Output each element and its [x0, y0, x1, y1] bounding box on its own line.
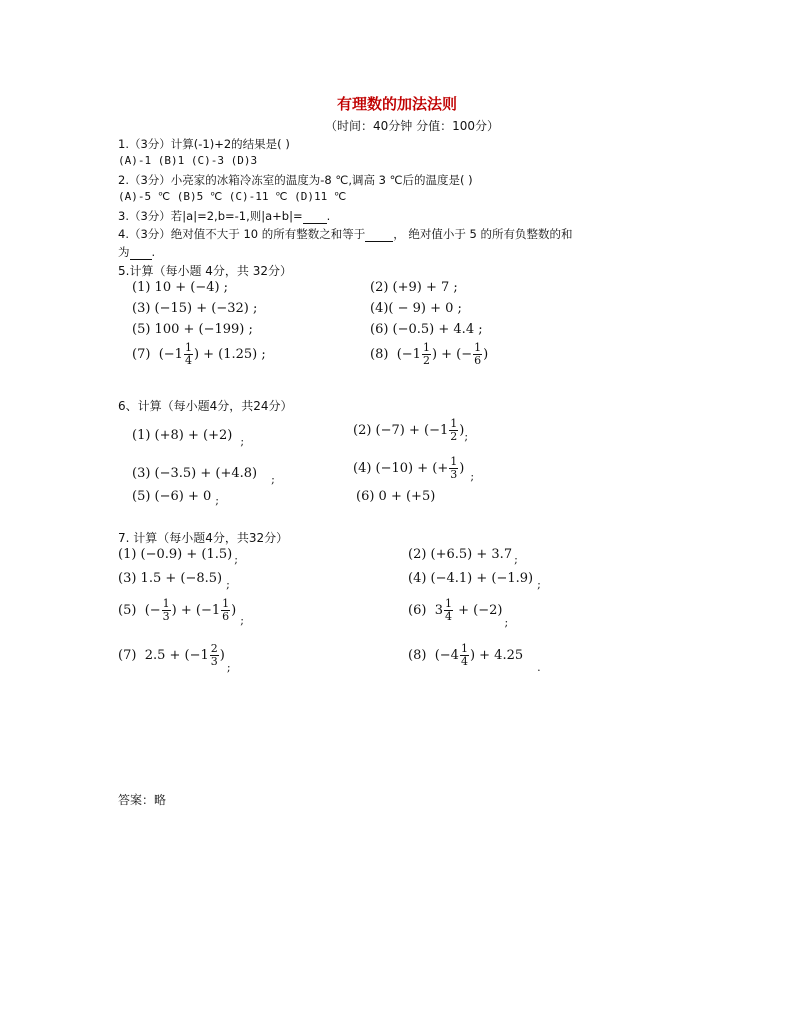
question-5-item-5: (5) 100 + (−199) ; [132, 322, 253, 337]
question-5-item-4: (4)( − 9) + 0 ; [370, 301, 462, 316]
answer-note: 答案：略 [118, 793, 167, 807]
question-3 [118, 208, 330, 224]
question-7-item-2: (2) (+6.5) + 3.7 $_;$ [408, 547, 518, 566]
fraction: $\frac{1}{4}$ [444, 597, 452, 623]
fraction: $\frac{1}{4}$ [184, 341, 192, 367]
question-4-line-1 [118, 226, 573, 242]
question-5-item-3: (3) (−15) + (−32) ; [132, 301, 258, 316]
question-5-heading: 5.计算（每小题 4分，共 32分） [118, 264, 292, 278]
question-1-options: (A)-1 (B)1 (C)-3 (D)3 [118, 154, 258, 167]
question-7-item-6: (6) 3 $\frac{1}{4}$ + $(-2)_;$ [408, 597, 509, 629]
question-2-options: (A)-5 ℃ (B)5 ℃ (C)-11 ℃ (D)11 ℃ [118, 190, 347, 203]
question-1-text: 1.（3分）计算(-1)+2的结果是( ) [118, 137, 290, 151]
question-4-answer-blank-2[interactable] [130, 245, 152, 260]
fraction: $\frac{1}{4}$ [460, 642, 468, 668]
question-7-item-4: (4) (−4.1) + (−1.9) $_;$ [408, 571, 541, 591]
question-7-item-8: (8) (−4 $\frac{1}{4}$ ) + $4.25_.$ [408, 642, 541, 674]
question-7-item-7: (7) 2.5 + (−1 $\frac{2}{3}$ )$_;$ [118, 642, 231, 674]
fraction: $\frac{1}{6}$ [222, 597, 230, 623]
question-3-suffix: . [326, 209, 331, 223]
question-5-item-1: (1) 10 + (−4) ; [132, 280, 229, 295]
question-4-line-2 [118, 244, 155, 260]
question-4-text-d: . [151, 245, 156, 259]
question-6-item-5: (5) (−6) + 0 $_;$ [132, 489, 220, 507]
question-6-heading: 6、计算（每小题4分，共24分） [118, 399, 293, 413]
fraction: $\frac{2}{3}$ [210, 642, 218, 668]
question-6-item-1: (1) (+8) + (+2) $_;$ [132, 428, 245, 448]
fraction: $\frac{1}{6}$ [474, 341, 482, 367]
fraction: $\frac{1}{3}$ [162, 597, 170, 623]
question-5-item-2: (2) (+9) + 7 ; [370, 280, 458, 295]
question-6-item-2: (2) (−7) + (−1 $\frac{1}{2}$ )$_;$ [353, 417, 469, 443]
question-5-item-8: (8) (−1 $\frac{1}{2}$ ) + (− $\frac{1}{6}$ ) [370, 341, 489, 367]
question-4-text-c: 为 [118, 245, 130, 259]
question-5-item-6: (6) (−0.5) + 4.4 ; [370, 322, 483, 337]
page-title: 有理数的加法法则 [336, 95, 457, 113]
question-6-item-4: (4) (−10) + (+ $\frac{1}{3}$ )$_;$ [353, 455, 475, 483]
question-3-prefix: 3.（3分）若|a|=2,b=-1,则|a+b|= [118, 209, 303, 223]
question-4-text-a: 4.（3分）绝对值不大于 10 的所有整数之和等于 [118, 227, 366, 241]
question-4-answer-blank-1[interactable] [365, 227, 393, 242]
question-7-item-3: (3) 1.5 + (−8.5) $_;$ [118, 571, 230, 591]
question-7-item-5: (5) (− $\frac{1}{3}$ ) + (−1 $\frac{1}{6}$ )$_;$ [118, 597, 244, 627]
question-7-item-1: (1) (−0.9) + (1.5) $_;$ [118, 547, 238, 566]
question-2-text: 2.（3分）小亮家的冰箱冷冻室的温度为-8 ℃,调高 3 ℃后的温度是( ) [118, 173, 473, 187]
question-5-item-7: (7) (−1 $\frac{1}{4}$ ) + (1.25) ; [132, 341, 266, 367]
question-7-heading: 7. 计算（每小题4分，共32分） [118, 531, 289, 545]
fraction: $\frac{1}{2}$ [450, 417, 458, 443]
fraction: $\frac{1}{3}$ [450, 455, 458, 481]
fraction: $\frac{1}{2}$ [422, 341, 430, 367]
question-6-item-6: (6) 0 + (+5) [356, 489, 436, 504]
question-6-item-3: (3) (−3.5) + (+4.8) $_;$ [132, 466, 275, 486]
question-4-text-b: ， 绝对值小于 5 的所有负整数的和 [393, 227, 573, 241]
page-subtitle: （时间：40分钟 分值：100分） [325, 119, 499, 133]
question-3-answer-blank[interactable] [303, 209, 327, 224]
